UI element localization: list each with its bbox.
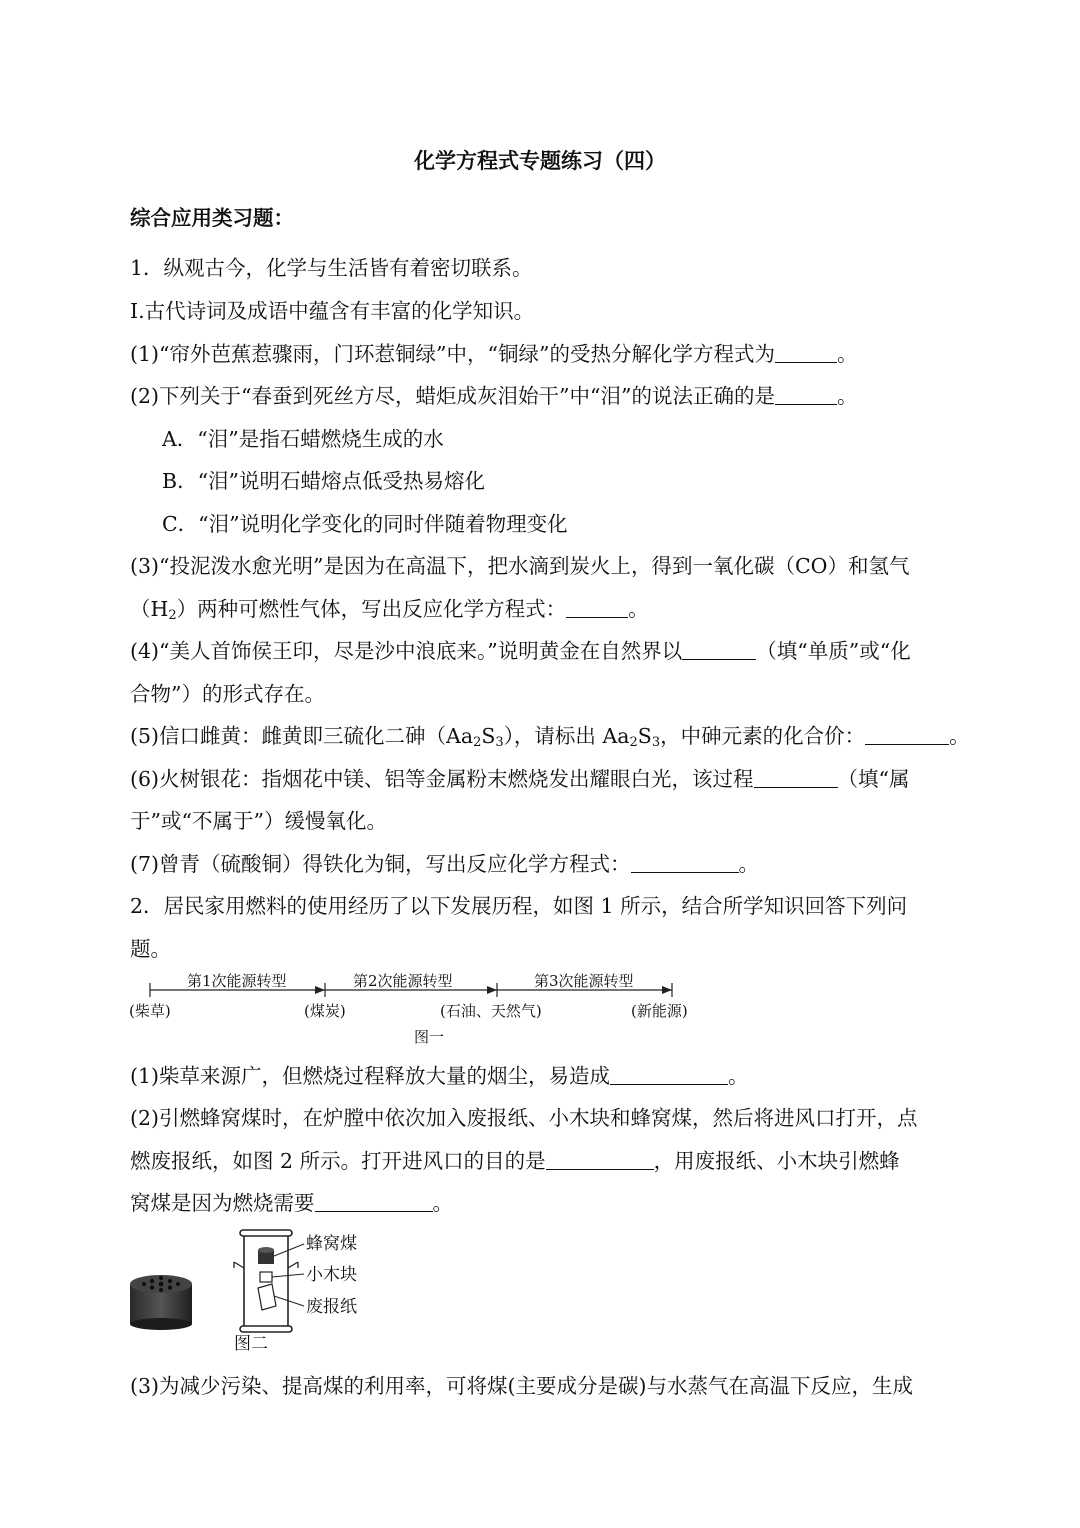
answer-blank[interactable] [775,342,837,363]
q2-s2a: (2)引燃蜂窝煤时，在炉膛中依次加入废报纸、小木块和蜂窝煤，然后将进风口打开，点 [130,1106,918,1130]
subscript: 2 [473,735,482,750]
text: 窝煤是因为燃烧需要 [130,1191,315,1215]
section-heading: 综合应用类习题： [130,206,294,230]
q1-s5 [130,722,970,750]
q2-s3: (3)为减少污染、提高煤的利用率，可将煤(主要成分是碳)与水蒸气在高温下反应，生成 [130,1374,914,1398]
text: S [481,724,496,748]
text: ），请标出 Aa [503,724,630,748]
period: 。 [628,597,649,621]
label-honeycomb-coal: 蜂窝煤 [306,1234,357,1254]
q1-s2 [130,382,857,410]
q1-s1-text: (1)“帘外芭蕉惹骤雨，门环惹铜绿”中，“铜绿”的受热分解化学方程式为 [130,342,775,366]
subscript: 3 [651,735,661,750]
text: (4)“美人首饰侯王印，尽是沙中浪底来。”说明黄金在自然界以 [130,639,683,663]
q2-s2b [130,1147,900,1175]
q1-s6a [130,765,910,793]
timeline-point-4: (新能源) [631,1002,688,1020]
period: 。 [738,852,760,876]
period: 。 [432,1191,453,1215]
text: (1)柴草来源广，但燃烧过程释放大量的烟尘，易造成 [130,1064,611,1088]
answer-blank[interactable] [865,724,949,745]
figure-2-caption: 图二 [234,1334,268,1354]
label-wood-block: 小木块 [306,1265,357,1285]
text: （填“单质”或“化 [756,639,911,663]
timeline-point-1: (柴草) [129,1002,171,1020]
q1-s4a [130,637,911,665]
answer-blank[interactable] [775,384,837,405]
q1-s4b: 合物”）的形式存在。 [130,682,325,706]
q2-stem-a: 2．居民家用燃料的使用经历了以下发展历程，如图 1 所示，结合所学知识回答下列问 [130,894,908,918]
q1-part1: I.古代诗词及成语中蕴含有丰富的化学知识。 [130,299,535,323]
text: 燃废报纸，如图 2 所示。打开进风口的目的是 [130,1149,546,1173]
period: 。 [836,342,858,366]
honeycomb-briquette-icon [126,1272,196,1332]
answer-blank[interactable] [566,597,628,618]
q1-s2-text: (2)下列关于“春蚕到死丝方尽，蜡炬成灰泪始干”中“泪”的说法正确的是 [130,384,775,408]
q1-option-a: A．“泪”是指石蜡燃烧生成的水 [162,427,444,451]
q1-s3b [130,595,649,623]
timeline-point-3: (石油、天然气) [440,1002,542,1020]
answer-blank[interactable] [682,639,756,660]
text: (7)曾青（硫酸铜）得铁化为铜，写出反应化学方程式： [130,852,631,876]
timeline-stage-1: 第1次能源转型 [187,972,287,990]
period: 。 [836,384,858,408]
timeline-stage-3: 第3次能源转型 [534,972,634,990]
label-waste-paper: 废报纸 [306,1297,357,1317]
q1-option-c: C．“泪”说明化学变化的同时伴随着物理变化 [162,512,568,536]
text: S [637,724,652,748]
text: (6)火树银花：指烟花中镁、铝等金属粉末燃烧发出耀眼白光，该过程 [130,767,754,791]
answer-blank[interactable] [546,1149,654,1170]
q1-stem: 1．纵观古今，化学与生活皆有着密切联系。 [130,256,533,280]
answer-blank[interactable] [315,1191,433,1212]
q1-s1 [130,340,857,368]
q2-s2c [130,1189,453,1217]
period: 。 [949,724,970,748]
answer-blank[interactable] [610,1064,728,1085]
q2-stem-b: 题。 [130,937,171,961]
q1-s7 [130,850,759,878]
timeline-point-2: (煤炭) [304,1002,346,1020]
text: ）两种可燃性气体，写出反应化学方程式： [176,597,567,621]
timeline-stage-2: 第2次能源转型 [353,972,453,990]
answer-blank[interactable] [754,767,838,788]
page-title: 化学方程式专题练习（四） [414,148,666,173]
text: (5)信口雌黄：雌黄即三硫化二砷（Aa [130,724,474,748]
text: （填“属 [837,767,910,791]
q1-s6b: 于”或“不属于”）缓慢氧化。 [130,809,387,833]
subscript: 2 [168,608,177,623]
period: 。 [728,1064,749,1088]
q1-s3a: (3)“投泥泼水愈光明”是因为在高温下，把水滴到炭火上，得到一氧化碳（CO）和氢气 [130,554,910,578]
text: ，中砷元素的化合价： [660,724,866,748]
text: （H [130,597,169,621]
subscript: 3 [495,735,504,750]
q2-s1 [130,1062,749,1090]
stove-diagram [230,1228,310,1336]
text: ，用废报纸、小木块引燃蜂 [653,1149,900,1173]
figure-1-caption: 图一 [414,1028,445,1046]
subscript: 2 [629,735,638,750]
answer-blank[interactable] [631,852,739,873]
q1-option-b: B．“泪”说明石蜡熔点低受热易熔化 [162,469,486,493]
